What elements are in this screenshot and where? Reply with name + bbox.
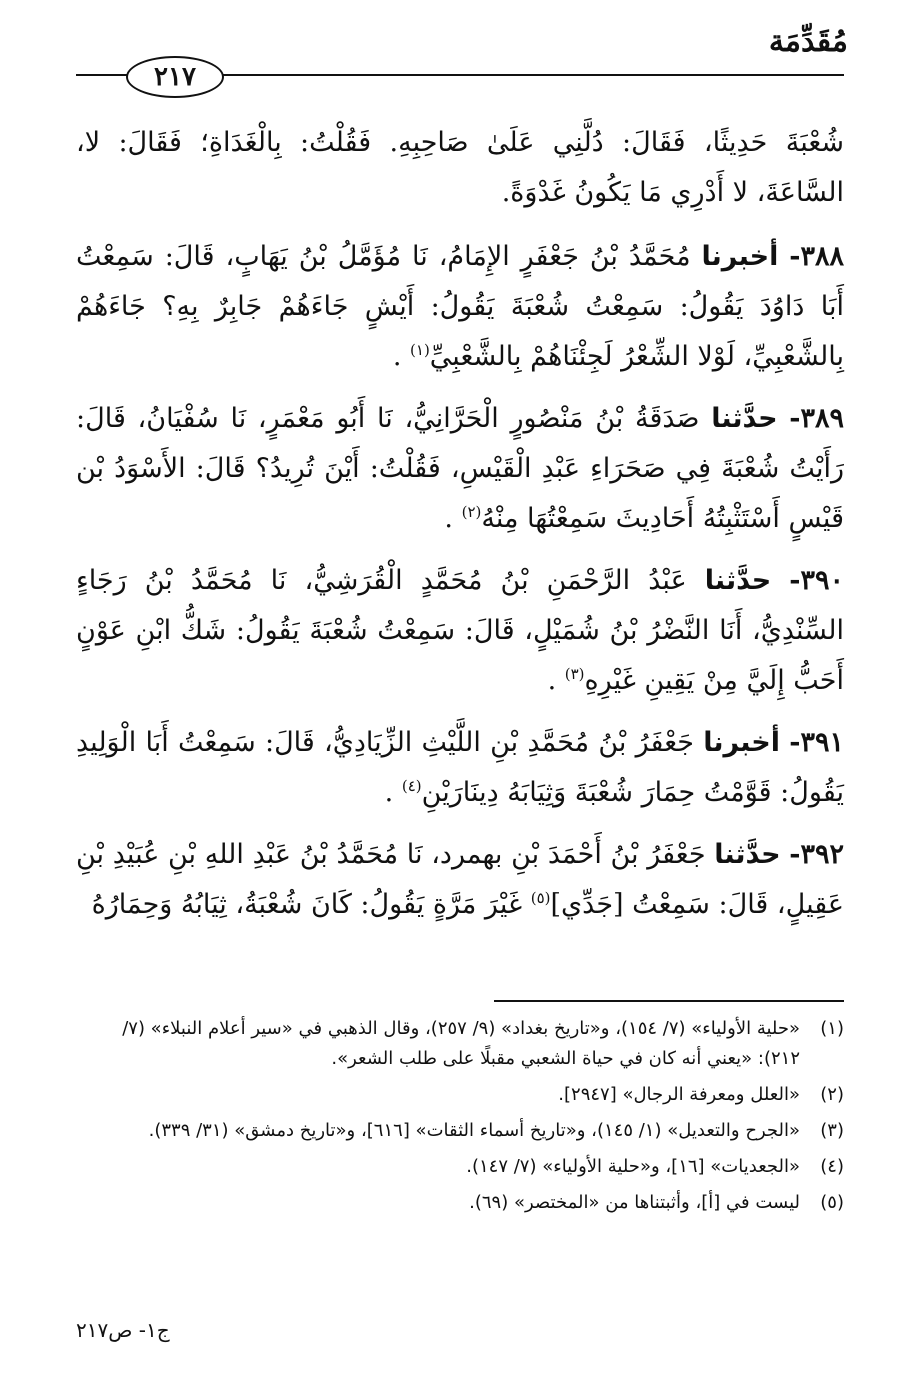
narration-end: . <box>392 341 402 372</box>
narration-text: جَعْفَرُ بْنُ مُحَمَّدِ بْنِ اللَّيْثِ الزِّيَادِيُّ، قَالَ: سَمِعْتُ أَبَا الْوَلِيدِ يَقُولُ: قَوَّمْتُ حِمَارَ شُعْبَةَ وَثِيَابَهُ دِينَارَيْنِ <box>76 727 844 808</box>
narration-389 <box>76 394 844 544</box>
footnote-number: (٣) <box>820 1120 844 1141</box>
narration-verb: حدَّثنا <box>704 565 772 596</box>
narration-text: جَعْفَرُ بْنُ أَحْمَدَ بْنِ بهمرد، نَا مُحَمَّدُ بْنُ عَبْدِ اللهِ بْنِ عُبَيْدِ بْنِ عَقِيلٍ، قَالَ: سَمِعْتُ [جَدِّي] <box>76 839 844 920</box>
footnote-number: (٤) <box>820 1156 844 1177</box>
narration-number: ٣٩٠- <box>789 565 844 596</box>
main-text <box>76 118 844 942</box>
narration-390 <box>76 556 844 706</box>
footnote-number: (١) <box>820 1018 844 1039</box>
page-signature: ج١- ص٢١٧ <box>76 1318 170 1342</box>
footnote-item <box>76 1152 844 1182</box>
narration-end: . <box>384 777 394 808</box>
footnote-separator <box>494 1000 844 1002</box>
footnote-text: «الجعديات» [١٦]، و«حلية الأولياء» (٧/ ١٤٧). <box>466 1156 800 1177</box>
narration-number: ٣٨٨- <box>789 241 845 272</box>
footnotes <box>76 1014 844 1224</box>
narration-verb: حدَّثنا <box>711 403 778 434</box>
footnote-text: «الجرح والتعديل» (١/ ١٤٥)، و«تاريخ أسماء الثقات» [٦١٦]، و«تاريخ دمشق» (٣١/ ٣٣٩). <box>148 1120 800 1141</box>
footnote-item <box>76 1080 844 1110</box>
running-title: مُقَدِّمَة <box>768 24 848 59</box>
footnote-ref: (٤) <box>401 777 422 795</box>
narration-verb: أخبرنا <box>701 241 779 272</box>
narration-text: مُحَمَّدُ بْنُ جَعْفَرٍ الإِمَامُ، نَا مُؤَمَّلُ بْنُ يَهَابٍ، قَالَ: سَمِعْتُ أَبَا دَاوُدَ يَقُولُ: سَمِعْتُ شُعْبَةَ يَقُولُ: أَيْشٍ جَاءَهُمْ جَابِرٌ بِهِ؟ جَاءَهُمْ بِالشَّعْبِيِّ، لَوْلا الشِّعْرُ لَجِئْنَاهُمْ بِالشَّعْبِيِّ <box>76 241 844 372</box>
narration-end: . <box>444 503 453 534</box>
narration-end: غَيْرَ مَرَّةٍ يَقُولُ: كَانَ شُعْبَةُ، ثِيَابُهُ وَحِمَارُهُ <box>91 889 523 920</box>
narration-verb: حدَّثنا <box>714 839 781 870</box>
narration-number: ٣٩١- <box>789 727 844 758</box>
narration-end: . <box>547 665 557 696</box>
footnote-ref: (٢) <box>461 503 482 521</box>
footnote-number: (٥) <box>820 1192 844 1213</box>
footnote-ref: (٥) <box>530 889 551 907</box>
footnote-item <box>76 1188 844 1218</box>
footnote-ref: (١) <box>410 341 430 359</box>
footnote-ref: (٣) <box>564 665 585 683</box>
paragraph-continuation: شُعْبَةَ حَدِيثًا، فَقَالَ: دُلَّنِي عَلَىٰ صَاحِبِهِ. فَقُلْتُ: بِالْغَدَاةِ؛ فَقَالَ: لا، السَّاعَةَ، لا أَدْرِي مَا يَكُونُ غَدْوَةً. <box>76 127 844 208</box>
footnote-item <box>76 1116 844 1146</box>
narration-number: ٣٨٩- <box>789 403 844 434</box>
footnote-text: ليست في [أ]، وأثبتناها من «المختصر» (٦٩). <box>469 1192 800 1213</box>
narration-text: عَبْدُ الرَّحْمَنِ بْنُ مُحَمَّدٍ الْقُرَشِيُّ، نَا مُحَمَّدُ بْنُ رَجَاءٍ السِّنْدِيُّ، أَنَا النَّضْرُ بْنُ شُمَيْلٍ، قَالَ: سَمِعْتُ شُعْبَةَ يَقُولُ: شَكُّ ابْنِ عَوْنٍ أَحَبُّ إِلَيَّ مِنْ يَقِينِ غَيْرِهِ <box>76 565 844 696</box>
narration-text: صَدَقَةُ بْنُ مَنْصُورٍ الْحَرَّانِيُّ، نَا أَبُو مَعْمَرٍ، نَا سُفْيَانُ، قَالَ: رَأَيْتُ شُعْبَةَ فِي صَحَرَاءِ عَبْدِ الْقَيْسِ، فَقُلْتُ: أَيْنَ تُرِيدُ؟ قَالَ: الأَسْوَدُ بْن قَيْسٍ أَسْتَثْبِتُهُ أَحَادِيثَ سَمِعْتُهَا مِنْهُ <box>76 403 844 534</box>
page-number-badge: ٢١٧ <box>126 56 224 98</box>
narration-392 <box>76 830 844 930</box>
narration-verb: أخبرنا <box>703 727 780 758</box>
narration-391 <box>76 718 844 818</box>
narration-number: ٣٩٢- <box>789 839 844 870</box>
narration-388 <box>76 232 844 382</box>
footnote-text: «العلل ومعرفة الرجال» [٢٩٤٧]. <box>558 1084 800 1105</box>
footnote-item <box>76 1014 844 1074</box>
footnote-number: (٢) <box>820 1084 844 1105</box>
footnote-text: «حلية الأولياء» (٧/ ١٥٤)، و«تاريخ بغداد» (٩/ ٢٥٧)، وقال الذهبي في «سير أعلام النبلاء» (٧/ ٢١٢): «يعني أنه كان في حياة الشعبي مقبلًا على طلب الشعر». <box>122 1018 800 1069</box>
